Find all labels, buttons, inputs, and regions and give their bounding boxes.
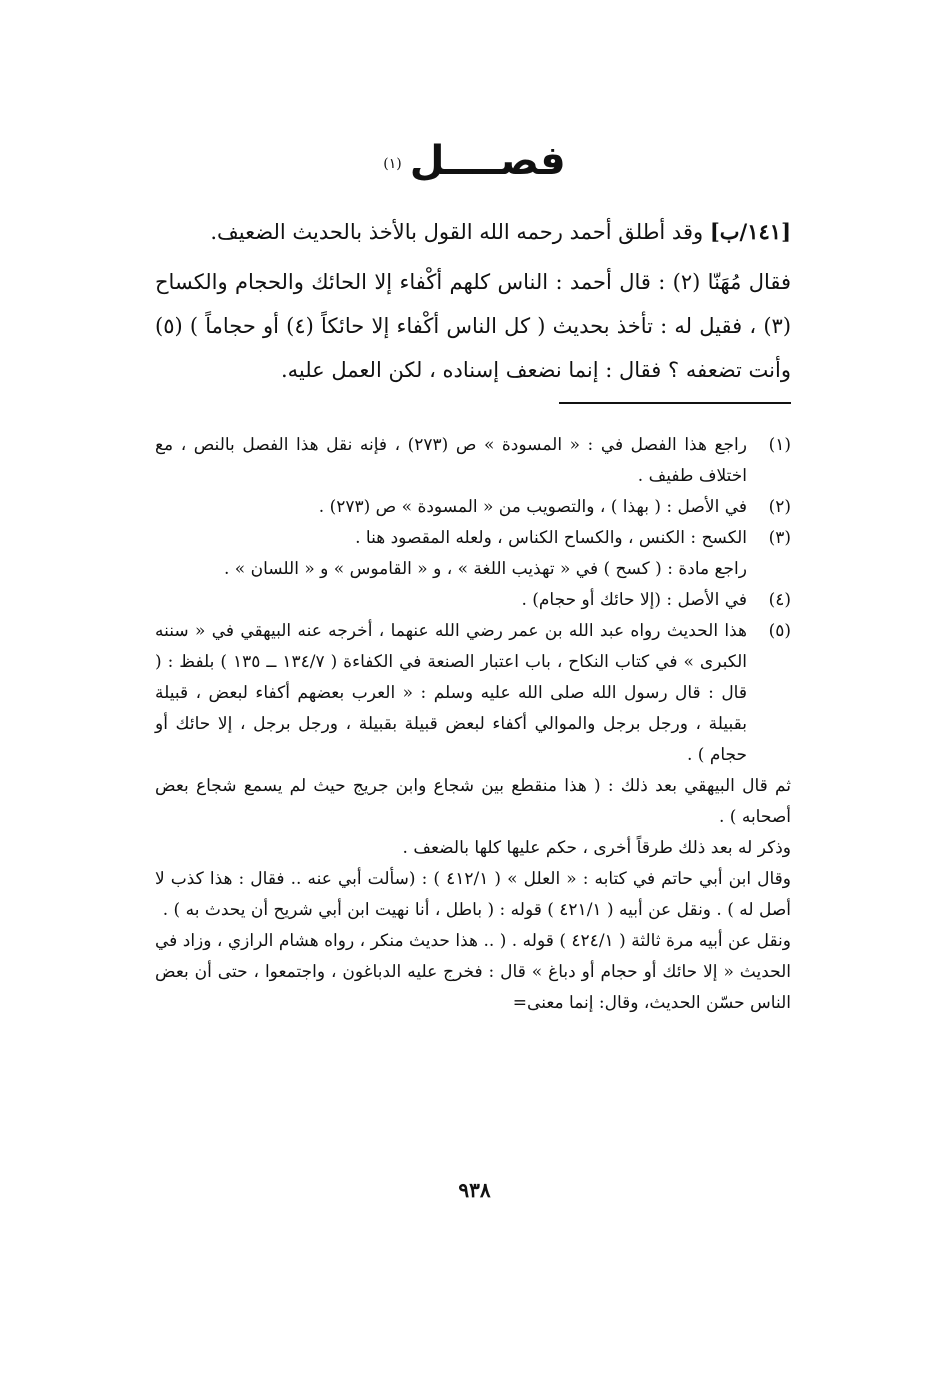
section-heading	[0, 138, 949, 184]
footnote-text: راجع هذا الفصل في : « المسودة » ص (٢٧٣) ، فإنه نقل هذا الفصل بالنص ، مع اختلاف طفيف .	[155, 435, 747, 486]
footnote-number: (٣)	[768, 528, 791, 548]
footnote-separator	[559, 402, 791, 404]
footnote-text: الكسح : الكنس ، والكساح الكناس ، ولعله المقصود هنا .	[355, 528, 747, 548]
footnote-continuation: ثم قال البيهقي بعد ذلك : ( هذا منقطع بين شجاع وابن جريج حيث لم يسمع شجاع بعض أصحابه ) .	[155, 776, 791, 827]
footnote-continuation: وقال ابن أبي حاتم في كتابه : « العلل » ( ٤١٢/١ ) : (سألت أبي عنه .. فقال : هذا كذب لا أصل له ) . ونقل عن أبيه ( ٤٢١/١ ) قوله : ( باطل ، أنا نهيت ابن أبي شريح أن يحدث به ) .	[155, 869, 791, 920]
footnote-continuation: ونقل عن أبيه مرة ثالثة ( ٤٢٤/١ ) قوله . ( .. هذا حديث منكر ، رواه هشام الرازي ، وزاد في الحديث « إلا حائك أو حجام أو دباغ » قال : فخرج عليه الدباغون ، واجتمعوا ، حتى أن بعض الناس حسّن الحديث، وقال: إنما معنى=	[155, 931, 791, 1013]
main-paragraph-1	[155, 210, 791, 254]
footnote-number: (٥)	[768, 621, 791, 641]
section-title: فصــــل	[409, 138, 566, 184]
footnote-text: في الأصل : (إلا حائك أو حجام) .	[521, 590, 747, 610]
main-text	[155, 210, 791, 398]
footnote-text: راجع مادة : ( كسح ) في « تهذيب اللغة » ، و « القاموس » و « اللسان » .	[223, 559, 747, 579]
footnote-2	[155, 492, 791, 523]
page-number: ٩٣٨	[458, 1178, 491, 1202]
footnote-3	[155, 523, 791, 585]
main-line-1: وقد أطلق أحمد رحمه الله القول بالأخذ بالحديث الضعيف.	[210, 220, 704, 244]
footnote-4	[155, 585, 791, 616]
footnote-text: هذا الحديث رواه عبد الله بن عمر رضي الله عنهما ، أخرجه عنه البيهقي في « سننه الكبرى » في كتاب النكاح ، باب اعتبار الصنعة في الكفاءة ( ١٣٤/٧ ــ ١٣٥ ) بلفظ : ( قال : قال رسول الله صلى الله عليه وسلم : « العرب بعضهم أكفاء لبعض ، قبيلة بقبيلة ، ورجل برجل والموالي أكفاء لبعض قبيلة بقبيلة ، ورجل برجل ، إلا حائك أو حجام ) .	[155, 621, 747, 765]
footnote-text: في الأصل : ( بهذا ) ، والتصويب من « المسودة » ص (٢٧٣) .	[318, 497, 747, 517]
manuscript-page-marker: [١٤١/ب]	[709, 219, 791, 244]
footnotes	[155, 430, 791, 1019]
footnote-number: (٢)	[768, 497, 791, 517]
main-paragraph-2: فقال مُهَنّا (٢) : قال أحمد : الناس كلهم أكْفاء إلا الحائك والحجام والكساح (٣) ، فقيل له : تأخذ بحديث ( كل الناس أكْفاء إلا حائكاً (٤) أو حجاماً ) (٥) وأنت تضعفه ؟ فقال : إنما نضعف إسناده ، لكن العمل عليه.	[155, 270, 792, 382]
footnote-1	[155, 430, 791, 492]
footnote-number: (٤)	[768, 590, 791, 610]
footnote-number: (١)	[768, 435, 791, 455]
footnote-5	[155, 616, 791, 771]
section-title-footnote-ref: (١)	[383, 155, 402, 172]
footnote-continuation: وذكر له بعد ذلك طرقاً أخرى ، حكم عليها كلها بالضعف .	[402, 838, 791, 858]
